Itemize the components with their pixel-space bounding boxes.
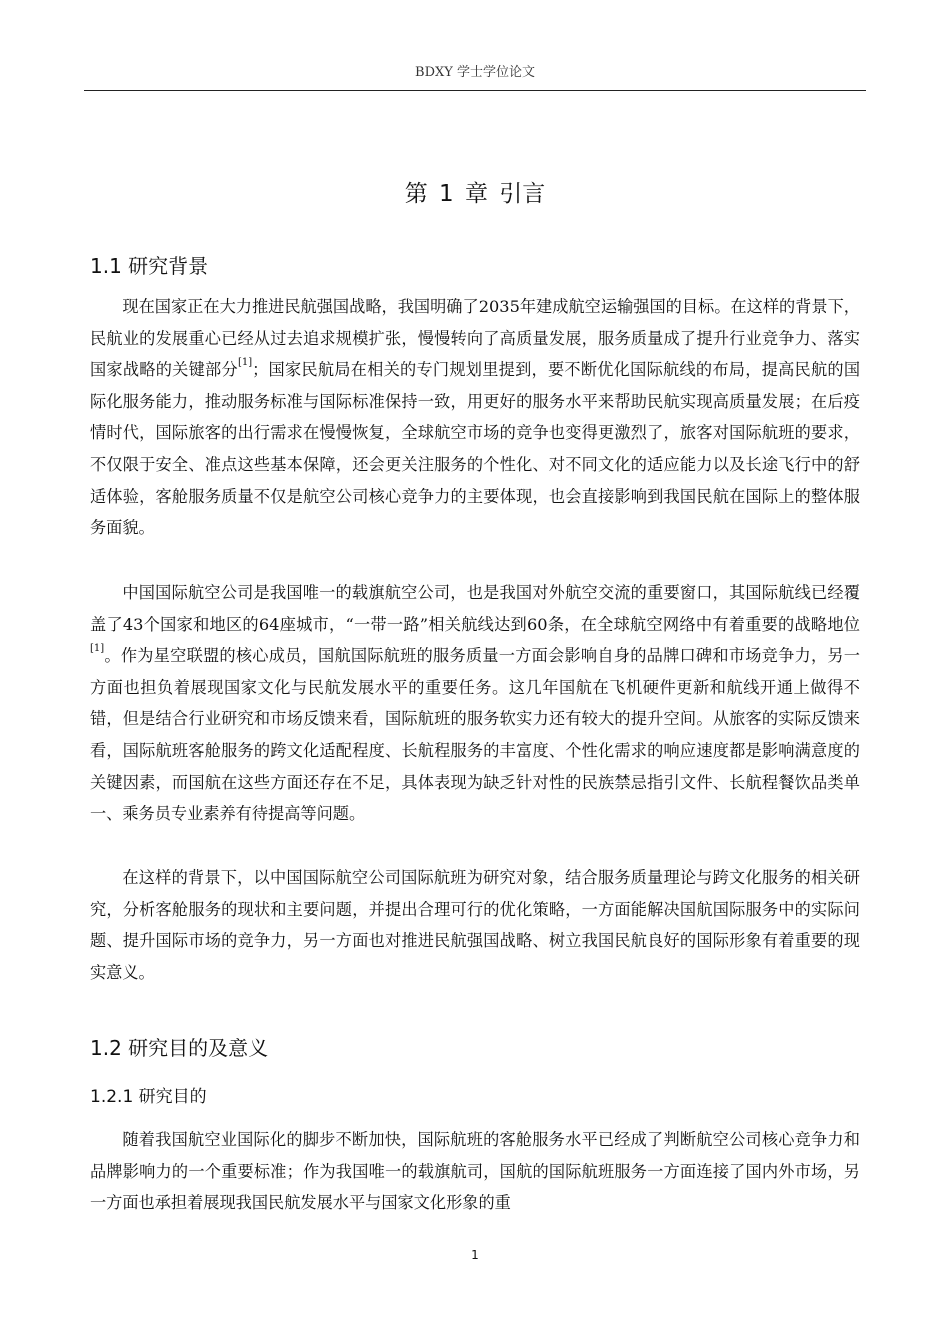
- paragraph-text: ；国家民航局在相关的专门规划里提到，要不断优化国际航线的布局，提高民航的国际化服务能力，推动服务标准与国际标准保持一致，用更好的服务水平来帮助民航实现高质量发展；在后疫情时代，国际旅客的出行需求在慢慢恢复，全球航空市场的竞争也变得更激烈了，旅客对国际航班的要求，不仅限于安全、准点这些基本保障，还会更关注服务的个性化、对不同文化的适应能力以及长途飞行中的舒适体验，客舱服务质量不仅是航空公司核心竞争力的主要体现，也会直接影响到我国民航在国际上的整体服务面貌。: [90, 360, 861, 538]
- paragraph-text: 中国国际航空公司是我国唯一的载旗航空公司，也是我国对外航空交流的重要窗口，其国际航线已经覆盖了43个国家和地区的64座城市，“一带一路”相关航线达到60条，在全球航空网络中有着重要的战略地位: [90, 583, 860, 634]
- paragraph-text: 在这样的背景下，以中国国际航空公司国际航班为研究对象，结合服务质量理论与跨文化服务的相关研究，分析客舱服务的现状和主要问题，并提出合理可行的优化策略，一方面能解决国航国际服务中的实际问题、提升国际市场的竞争力，另一方面也对推进民航强国战略、树立我国民航良好的国际形象有着重要的现实意义。: [90, 868, 860, 982]
- chapter-title: 第 1 章 引言: [404, 181, 546, 207]
- header-rule: [84, 90, 866, 91]
- body-paragraph: [90, 862, 860, 988]
- body-paragraph: [90, 291, 860, 544]
- section-heading-1-2: 1.2 研究目的及意义: [90, 1036, 269, 1060]
- paragraph-text: 随着我国航空业国际化的脚步不断加快，国际航班的客舱服务水平已经成了判断航空公司核心竞争力和品牌影响力的一个重要标准；作为我国唯一的载旗航司，国航的国际航班服务一方面连接了国内外市场，另一方面也承担着展现我国民航发展水平与国家文化形象的重: [90, 1130, 860, 1213]
- body-paragraph: [90, 1124, 860, 1219]
- running-header: BDXY 学士学位论文: [415, 65, 535, 80]
- citation-marker[interactable]: [1]: [237, 357, 253, 369]
- section-heading-1-1: 1.1 研究背景: [90, 254, 209, 278]
- citation-marker[interactable]: [1]: [90, 643, 105, 655]
- paragraph-text: 现在国家正在大力推进民航强国战略，我国明确了2035年建成航空运输强国的目标。在这样的背景下，民航业的发展重心已经从过去追求规模扩张，慢慢转向了高质量发展，服务质量成了提升行业竞争力、落实国家战略的关键部分: [90, 297, 860, 380]
- body-paragraph: [90, 577, 860, 830]
- paragraph-text: 。作为星空联盟的核心成员，国航国际航班的服务质量一方面会影响自身的品牌口碑和市场竞争力，另一方面也担负着展现国家文化与民航发展水平的重要任务。这几年国航在飞机硬件更新和航线开通上做得不错，但是结合行业研究和市场反馈来看，国际航班的服务软实力还有较大的提升空间。从旅客的实际反馈来看，国际航班客舱服务的跨文化适配程度、长航程服务的丰富度、个性化需求的响应速度都是影响满意度的关键因素，而国航在这些方面还存在不足，具体表现为缺乏针对性的民族禁忌指引文件、长航程餐饮品类单一、乘务员专业素养有待提高等问题。: [90, 646, 860, 824]
- subsection-heading-1-2-1: 1.2.1 研究目的: [90, 1087, 207, 1107]
- page-number: 1: [471, 1248, 479, 1262]
